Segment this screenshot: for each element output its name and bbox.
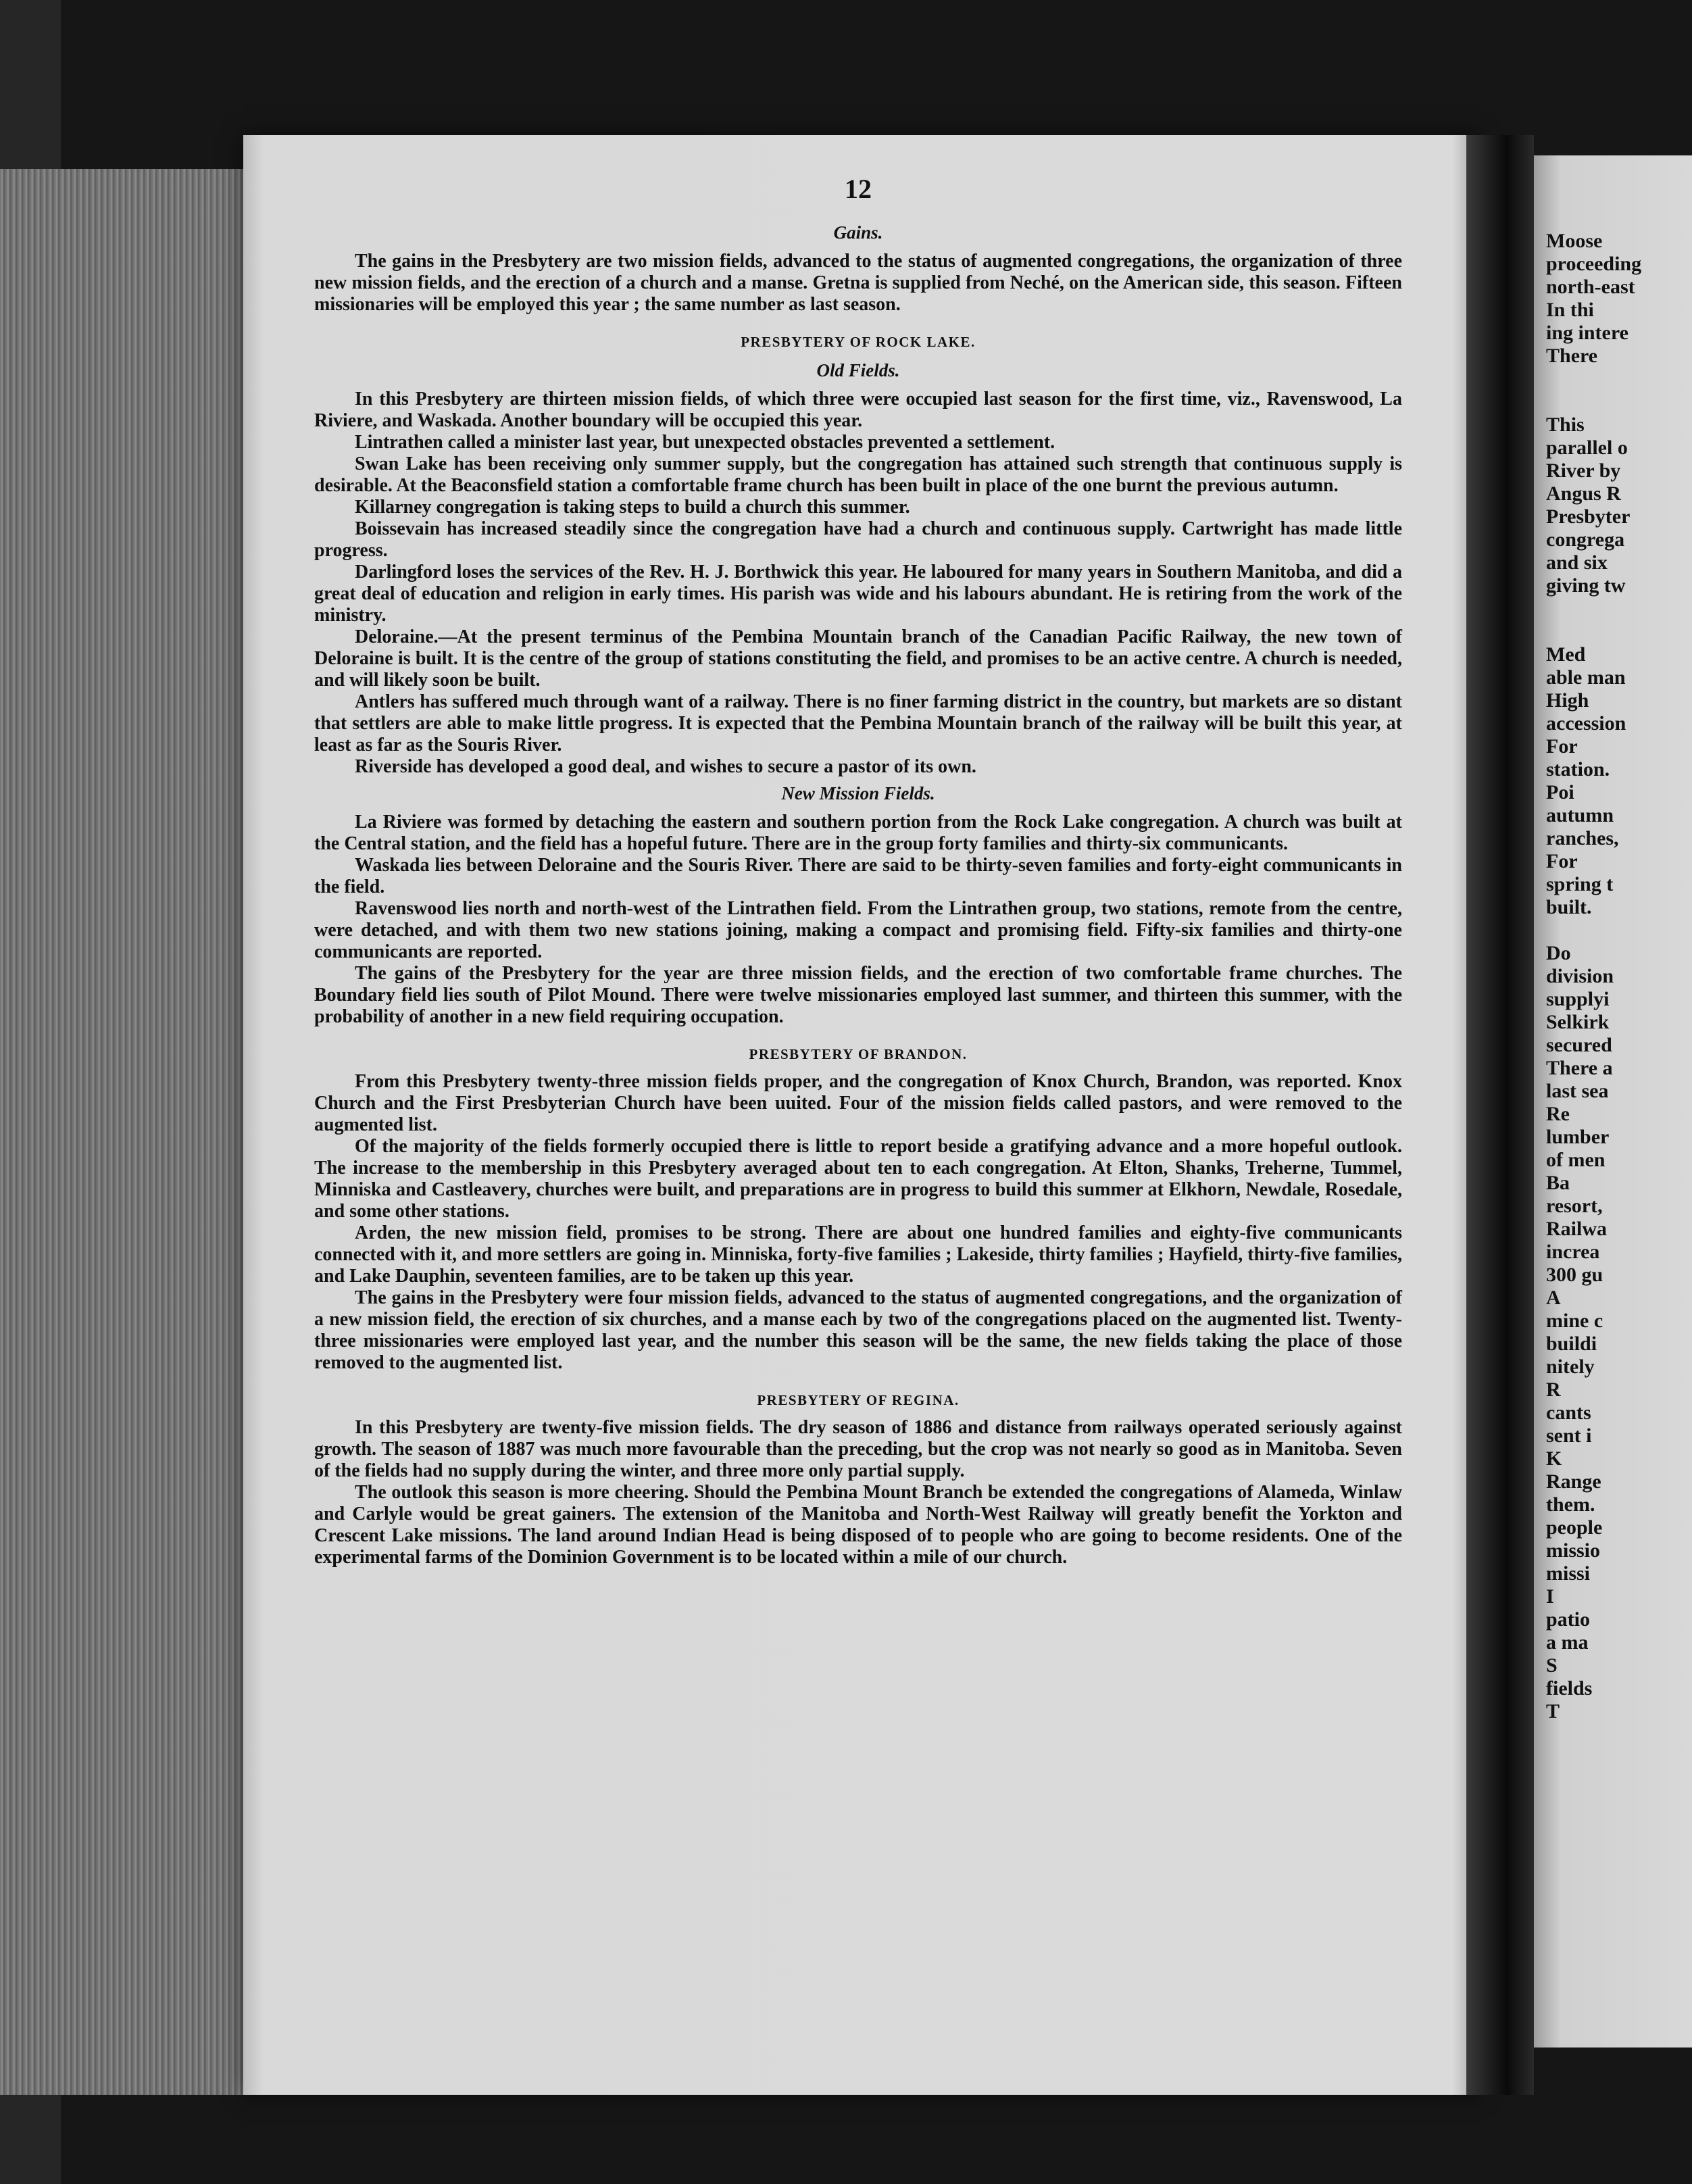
right-page-line: them.: [1546, 1493, 1595, 1516]
right-page-line: autumn: [1546, 804, 1614, 826]
right-page-line: ranches,: [1546, 827, 1619, 849]
section-heading: Gains.: [833, 222, 883, 243]
right-page-line: supplyi: [1546, 988, 1610, 1010]
section-heading: PRESBYTERY OF BRANDON.: [749, 1046, 968, 1062]
right-page-line: There a: [1546, 1057, 1613, 1079]
right-page-line: For: [1546, 735, 1578, 758]
paragraph: Killarney congregation is taking steps to build a church this summer.: [355, 497, 910, 518]
paragraph: The gains in the Presbytery are two mission fields, advanced to the status of augmented congregations, the organization of three new mission fields, and the erection of a church and a manse. Gretna is supplied from Neché, on the American side, this season. Fifteen missionaries will be employed this year ; the same number as last season.: [314, 251, 1402, 315]
right-page-line: patio: [1546, 1608, 1591, 1631]
right-page-line: Moose: [1546, 230, 1603, 252]
right-page-line: resort,: [1546, 1195, 1603, 1217]
right-page-line: people: [1546, 1516, 1603, 1539]
right-page-line: last sea: [1546, 1080, 1609, 1102]
right-page-line: [1546, 368, 1692, 391]
paragraph: In this Presbytery are twenty-five mission fields. The dry season of 1886 and distance from railways operated seriously against growth. The season of 1887 was much more favourable than the preceding, but the crop was not nearly so good as in Manitoba. Seven of the fields had no supply during the winter, and three more only partial supply.: [314, 1417, 1402, 1481]
right-page-line: I: [1546, 1585, 1554, 1608]
paragraph: Ravenswood lies north and north-west of the Lintrathen field. From the Lintrathen group, two stations, remote from the centre, were detached, and with them two new stations joining, making a compact and promising field. Fifty-six families and thirty-one communicants are reported.: [314, 898, 1402, 962]
right-page-line: This: [1546, 414, 1585, 436]
right-page-line: S: [1546, 1654, 1558, 1677]
right-page-line: Poi: [1546, 781, 1574, 803]
right-page-line: R: [1546, 1379, 1561, 1401]
right-page-line: and six: [1546, 551, 1608, 574]
page-number: 12: [845, 174, 872, 204]
right-page-line: accession: [1546, 712, 1626, 735]
right-page-line: secured: [1546, 1034, 1612, 1056]
right-page-line: sent i: [1546, 1424, 1592, 1447]
right-page-line: north-east: [1546, 276, 1635, 298]
right-page-fragment: [1534, 155, 1692, 2048]
right-page-line: Presbyter: [1546, 505, 1631, 528]
right-page-line: [1546, 391, 1692, 414]
right-page-line: of men: [1546, 1149, 1606, 1171]
paragraph: Arden, the new mission field, promises to be strong. There are about one hundred families and eighty-five communicants connected with it, and more settlers are going in. Minniska, forty-five families ; Lakeside, thirty families ; Hayfield, thirty-five families, and Lake Dauphin, seventeen families, are to be taken up this year.: [314, 1222, 1402, 1287]
paragraph: The gains in the Presbytery were four mission fields, advanced to the status of augmented congregations, and the organization of a new mission field, the erection of six churches, and a manse each by two of the congregations placed on the augmented list. Twenty-three missionaries were employed last year, and the number this season will be the same, the new fields taking the place of those removed to the augmented list.: [314, 1287, 1402, 1373]
paragraph: Lintrathen called a minister last year, but unexpected obstacles prevented a settlement.: [355, 432, 1055, 453]
right-page-line: Railwa: [1546, 1218, 1607, 1240]
right-page-line: Range: [1546, 1470, 1601, 1493]
right-page-line: Ba: [1546, 1172, 1570, 1194]
paragraph: From this Presbytery twenty-three mission fields proper, and the congregation of Knox Church, Brandon, was reported. Knox Church and the First Presbyterian Church have been uuited. Four of the mission fields called pastors, and were removed to the augmented list.: [314, 1071, 1402, 1135]
paragraph: The gains of the Presbytery for the year are three mission fields, and the erection of two comfortable frame churches. The Boundary field lies south of Pilot Mound. There were twelve missionaries employed last summer, and thirteen this summer, with the probability of another in a new field requiring occupation.: [314, 963, 1402, 1027]
book-gutter: [1466, 135, 1534, 2095]
right-page-line: Do: [1546, 942, 1571, 964]
right-page-line: lumber: [1546, 1126, 1610, 1148]
right-page-line: ing intere: [1546, 322, 1628, 344]
right-page-line: High: [1546, 689, 1589, 712]
right-page-line: able man: [1546, 666, 1626, 689]
right-page-line: [1546, 597, 1692, 620]
sections-container: [314, 221, 1402, 1568]
right-page-line: cants: [1546, 1401, 1591, 1424]
right-page-line: station.: [1546, 758, 1610, 780]
paragraph: Antlers has suffered much through want of a railway. There is no finer farming district in the country, but markets are so distant that settlers are able to make little progress. It is expected that the Pembina Mountain branch of the railway will be built this year, at least as far as the Souris River.: [314, 691, 1402, 755]
paragraph: Darlingford loses the services of the Rev. H. J. Borthwick this year. He laboured for many years in Southern Manitoba, and did a great deal of education and religion in early times. His parish was wide and his labours abundant. He is retiring from the work of the ministry.: [314, 562, 1402, 626]
right-page-line: A: [1546, 1287, 1561, 1309]
right-page-line: In thi: [1546, 299, 1594, 321]
right-page-line: missio: [1546, 1539, 1601, 1562]
section-heading: PRESBYTERY OF REGINA.: [757, 1392, 960, 1408]
right-page-line: River by: [1546, 460, 1621, 482]
paragraph: In this Presbytery are thirteen mission fields, of which three were occupied last season for the first time, viz., Ravenswood, La Riviere, and Waskada. Another boundary will be occupied this year.: [314, 389, 1402, 431]
right-page-line: buildi: [1546, 1333, 1597, 1355]
right-page-text: [1546, 230, 1692, 1723]
right-page-line: There: [1546, 345, 1598, 367]
right-page-line: [1546, 919, 1692, 942]
paragraph: Riverside has developed a good deal, and wishes to secure a pastor of its own.: [355, 756, 976, 777]
right-page-line: T: [1546, 1700, 1560, 1722]
right-page-line: parallel o: [1546, 437, 1628, 459]
right-page-line: Med: [1546, 643, 1586, 666]
right-page-line: division: [1546, 965, 1614, 987]
paragraph: Swan Lake has been receiving only summer supply, but the congregation has attained such strength that continuous supply is desirable. At the Beaconsfield station a comfortable frame church has been built in place of the one burnt the previous autumn.: [314, 453, 1402, 496]
right-page-line: K: [1546, 1447, 1562, 1470]
right-page-line: a ma: [1546, 1631, 1589, 1654]
right-page-line: spring t: [1546, 873, 1614, 895]
paragraph: La Riviere was formed by detaching the eastern and southern portion from the Rock Lake congregation. A church was built at the Central station, and the field has a hopeful future. There are in the group forty families and thirty-six communicants.: [314, 812, 1402, 854]
right-page-line: 300 gu: [1546, 1264, 1603, 1286]
right-page-line: congrega: [1546, 528, 1625, 551]
paragraph: The outlook this season is more cheering. Should the Pembina Mount Branch be extended the congregations of Alameda, Winlaw and Carlyle would be great gainers. The extension of the Manitoba and North-West Railway will greatly benefit the Yorkton and Crescent Lake missions. The land around Indian Head is being disposed of to people who are going to become residents. One of the experimental farms of the Dominion Government is to be located within a mile of our church.: [314, 1482, 1402, 1568]
right-page-line: For: [1546, 850, 1578, 872]
paragraph: Boissevain has increased steadily since the congregation have had a church and continuous supply. Cartwright has made little progress.: [314, 518, 1402, 561]
paragraph: Waskada lies between Deloraine and the Souris River. There are said to be thirty-seven families and forty-eight communicants in the field.: [314, 855, 1402, 897]
right-page-line: Re: [1546, 1103, 1570, 1125]
right-page-line: missi: [1546, 1562, 1591, 1585]
right-page-line: mine c: [1546, 1310, 1603, 1332]
paragraph: Of the majority of the fields formerly occupied there is little to report beside a gratifying advance and a more hopeful outlook. The increase to the membership in this Presbytery averaged about ten to each congregation. At Elton, Shanks, Treherne, Tummel, Minniska and Castleavery, churches were built, and preparations are in progress to build this summer at Elkhorn, Newdale, Rosedale, and some other stations.: [314, 1136, 1402, 1222]
page-text: [314, 172, 1402, 1568]
right-page-line: Angus R: [1546, 482, 1621, 505]
section-heading: Old Fields.: [816, 360, 900, 380]
right-page-line: nitely: [1546, 1356, 1595, 1378]
section-heading: PRESBYTERY OF ROCK LAKE.: [741, 334, 976, 350]
right-page-line: fields: [1546, 1677, 1593, 1699]
right-page-line: built.: [1546, 896, 1592, 918]
right-page-line: [1546, 620, 1692, 643]
page-stack-edge: [0, 169, 247, 2095]
right-page-line: increa: [1546, 1241, 1600, 1263]
section-heading: New Mission Fields.: [781, 783, 935, 803]
right-page-line: proceeding: [1546, 253, 1642, 275]
paragraph: Deloraine.—At the present terminus of the Pembina Mountain branch of the Canadian Pacific Railway, the new town of Deloraine is built. It is the centre of the group of stations constituting the field, and promises to be an active centre. A church is needed, and will likely soon be built.: [314, 626, 1402, 691]
right-page-line: Selkirk: [1546, 1011, 1610, 1033]
right-page-line: giving tw: [1546, 574, 1626, 597]
